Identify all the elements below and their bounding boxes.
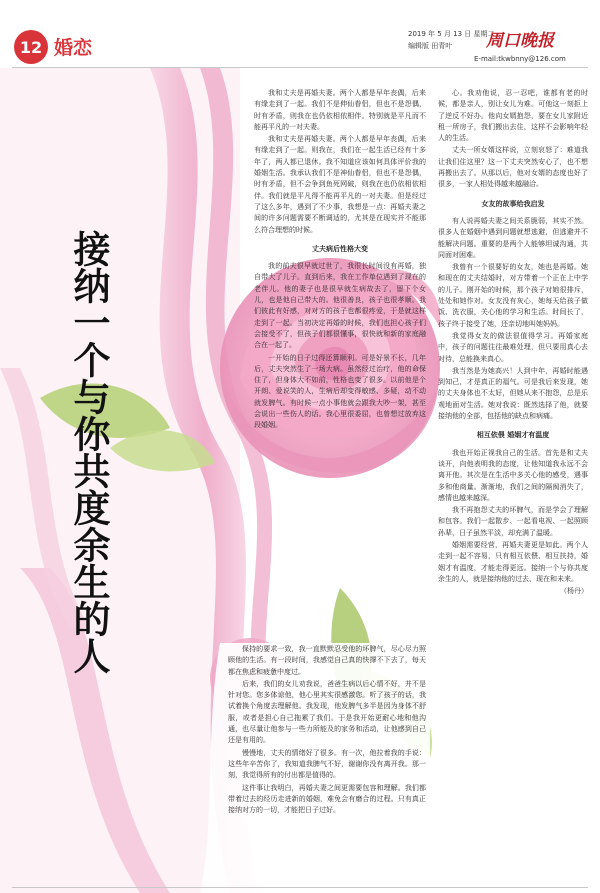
page-header [0, 0, 600, 70]
subheading: 女友的故事给我启发 [481, 199, 545, 208]
paragraph: 婚姻需要经营，再婚夫妻更是如此。两个人走到一起不容易，只有相互依偎、相互扶持，婚姻才有温度，才能走得更远。接纳一个与你共度余生的人，就是接纳他的过去、现在和未来。 [438, 540, 588, 583]
paragraph: 慢慢地，丈夫的情绪好了很多。有一次，他拉着我的手说：这些年辛苦你了，我知道我脾气不好，谢谢你没有离开我。那一刻，我觉得所有的付出都是值得的。 [228, 748, 426, 780]
paragraph: 心。我劝他说，忍一忍吧，谁都有老的时候，都是亲人，别让女儿为难。可他这一刻拒上了逆反不好办。他向女婿抱怨，要在女儿家附近租一所房子，我们搬出去住，这样不会影响年轻人的生活。 [438, 89, 588, 143]
issue-date: 2019 年 5 月 13 日 星期二 [408, 30, 495, 38]
paragraph: 一开始的日子过得还算顺利。可是好景不长，几年后，丈夫突然生了一场大病。虽然经过治疗，他的命保住了，但身体大不如前，性格也变了很多。以前他是个开朗、爱说笑的人，生病后却变得敏感、多疑，动不动就发脾气。有时候一点小事他就会跟我大吵一架，甚至会说出一些伤人的话。我心里很委屈，也曾想过放弃这段婚姻。 [254, 353, 426, 430]
subheading: 相互依偎 婚姻才有温度 [476, 431, 550, 440]
article-source: （杨丹） [560, 587, 588, 596]
article-column-1-upper [254, 88, 426, 640]
paragraph: 保持的要求一致，我一直默默忍受他的坏脾气，尽心尽力照顾他的生活。有一段时间，我感觉自己真的快撑不下去了，每天都在焦虑和疲惫中度过。 [228, 645, 426, 676]
paragraph: 我和丈夫是再婚夫妻。两个人都是早年丧偶，后来有缘走到了一起。我们不是伸仙眷侣，但也不是怨偶，时有矛盾，则我在也仍依相依相伴。特别就是平凡而不能再平凡的一对夫妻。 [254, 89, 426, 131]
subheading: 丈夫病后性格大变 [312, 244, 368, 253]
article-column-1-lower [228, 644, 426, 882]
section-title: 婚恋 [54, 37, 93, 59]
page-number-badge: 12 [14, 30, 48, 64]
paragraph: 我曾有一个很要好的女友，她也是再婚。她和现在的丈夫结婚时，对方带着一个正在上中学的儿子。刚开始的时候，那个孩子对她很排斥，处处和她作对。女友没有灰心，她每天给孩子做饭、洗衣服，关心他的学习和生活。时间长了，孩子终于接受了她，还亲切地叫她妈妈。 [438, 263, 588, 328]
paragraph: 有人说再婚夫妻之间关系脆弱，其实不然。很多人在婚姻中遇到问题就想逃避，但逃避并不能解决问题。重要的是两个人能够坦诚沟通，共同面对困难。 [438, 216, 588, 259]
paragraph: 我和丈夫是再婚夫妻。两个人都是早年丧偶，后来有缘走到了一起。则我在，我们在一起生活已经有十多年了，两人都已退休。我不知道应该如何具体评价我的婚姻生活。我承认我们不是神仙眷侣，但也不是怨偶，时有矛盾，但不会争到鱼死网破，则我在也仍依相依相伴。我们就是平凡得不能再平凡的一对夫妻。但是经过了这么多年，遇到了不少事，我想是一点：再婚夫妻之间的许多问题需要不断调适的，尤其是在现实并不能那么符合理想的时候。 [254, 135, 426, 234]
paragraph: 我也开始正视我自己的生活。首先是和丈夫谈开，向他表明我的态度，让他知道我永远不会离开他。其次是在生活中多关心他的感受，遇事多和他商量。渐渐地，我们之间的隔阂消失了，感情也越来越深。 [438, 448, 588, 502]
paragraph: 我不再抱怨丈夫的坏脾气，而是学会了理解和包容。我们一起散步、一起看电视、一起照顾孙辈，日子虽然平淡，却充满了温暖。 [438, 506, 588, 537]
article-column-2 [438, 88, 588, 884]
article-headline: 接纳一个与你共度余生的人 [67, 230, 111, 674]
paragraph: 后来，我们的女儿劝我说，爸爸生病以后心情不好，并不是针对您。您多体谅他，他心里其实很感激您。听了孩子的话，我试着换个角度去理解他。我发现，他发脾气多半是因为身体不舒服，或者是担心自己拖累了我们。于是我开始更耐心地和他沟通，也尽量让他参与一些力所能及的家务和活动，让他感到自己还是有用的。 [228, 679, 426, 745]
paragraph: 我当然是为她高兴！人到中年，再婚时能遇到知己，才是真正的福气。可是我后来发现，她的丈夫身体也不太好，但她从来不抱怨，总是乐观地面对生活。她对我说：既然选择了他，就要接纳他的全部，包括他的缺点和病痛。 [438, 366, 588, 421]
email-address: E-mail:tkwbnny@126.com [474, 55, 566, 63]
paragraph: 我觉得女友的做法很值得学习。再婚家庭中，孩子的问题往往最难处理，但只要用真心去对待，总能换来真心。 [438, 331, 588, 363]
paragraph: 我的前夫很早就过世了，我很长时间没有再婚，独自带大了儿子。直到后来，我在工作单位遇到了现在的老伴儿。他的妻子也是很早就生病故去了，留下个女儿，也是他自己带大的。他很善良，孩子也很孝顺。我们彼此有好感，对对方的孩子也都很疼爱，于是就这样走到了一起。当初决定再婚的时候，我们也担心孩子们会接受不了，但孩子们都很懂事，很快就和新的家庭融合在一起了。 [254, 262, 426, 350]
newspaper-logo: 周口晚报 [486, 31, 554, 51]
footer-divider [12, 887, 588, 888]
paragraph: 这件事让我明白，再婚夫妻之间更需要包容和理解。我们都带着过去的经历走进新的婚姻，难免会有磨合的过程。只有真正接纳对方的一切，才能把日子过好。 [228, 783, 426, 815]
paragraph: 丈夫一所女婿这样说，立刻哀怒了：难道我让我们住这里？这一下丈夫突然安心了，也不想再搬出去了。从那以后，他对女婿的态度也好了很多，一家人相处得越来越融洽。 [438, 146, 588, 189]
editor-line: 编辑版 田青叶 [408, 42, 453, 50]
